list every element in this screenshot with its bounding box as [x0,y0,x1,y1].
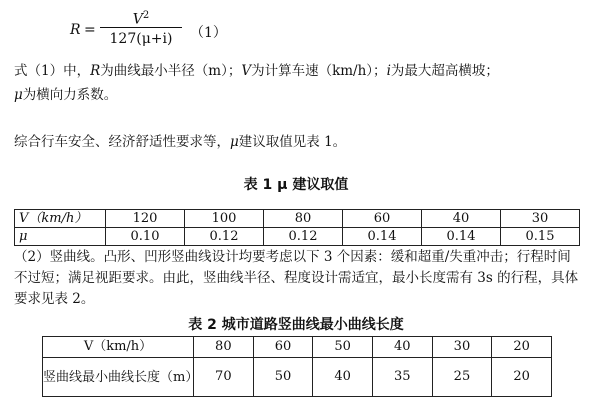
formula-equals: = [84,22,96,38]
table2-caption: 表 2 城市道路竖曲线最小曲线长度 [188,317,404,333]
table1-caption: 表 1 μ 建议取值 [243,177,349,193]
table-cell: 0.12 [264,228,343,246]
table-cell: 0.14 [343,228,422,246]
table-cell: 60 [343,210,422,228]
formula-lhs: R [70,22,81,38]
numerator-var: V [132,11,143,28]
table-cell: 20 [492,337,552,358]
table-cell: 70 [194,358,254,397]
numerator-exponent: 2 [142,10,150,21]
table-row [43,337,552,358]
var-mu: μ [14,87,23,103]
text: 为计算车速（km/h）； [251,63,387,79]
table-cell: 100 [185,210,264,228]
table-cell: 30 [501,210,580,228]
table-cell: 80 [194,337,254,358]
table-cell: 0.15 [501,228,580,246]
paragraph-vertical-curve: （2）竖曲线。凸形、凹形竖曲线设计均要考虑以下 3 个因素：缓和超重/失重冲击；行程时间不过短；满足视距要求。由此，竖曲线半径、程度设计需适宜，最小长度需有 3s 的行程，具体要求见表 2。 [14,249,579,307]
formula-numerator [100,6,182,26]
text: 式（1）中， [14,63,91,79]
row-header-length: 竖曲线最小曲线长度（m） [43,358,194,397]
table-cell: 0.10 [106,228,185,246]
table-row [15,228,580,246]
table-cell: 80 [264,210,343,228]
table-cell: 50 [253,358,313,397]
table-row [15,210,580,228]
formula-number: （1） [190,25,227,41]
formula-denominator: 127(μ+i) [109,31,173,47]
text: 建议取值见表 1。 [238,134,347,150]
formula-fraction [100,6,182,49]
paragraph-mu-intro [14,130,584,154]
table-cell: 40 [313,358,373,397]
table-cell: 40 [422,210,501,228]
table-cell: 0.14 [422,228,501,246]
table-mu-values [14,209,580,246]
var-r: R [90,63,101,79]
var-v: V [241,63,252,79]
table-cell: 50 [313,337,373,358]
paragraph-variable-definitions [14,59,584,107]
table-cell: 25 [432,358,492,397]
text: 为最大超高横坡； [390,63,499,79]
table-cell: 40 [372,337,432,358]
text: 综合行车安全、经济舒适性要求等， [14,134,230,150]
row-header-mu: μ [15,228,106,246]
table-cell: 35 [372,358,432,397]
table-row [43,358,552,397]
table-cell: 120 [106,210,185,228]
var-mu: μ [230,134,239,150]
row-header-speed: V（km/h） [15,210,106,228]
table-cell: 30 [432,337,492,358]
text: 为曲线最小半径（m）； [100,63,242,79]
table-cell: 60 [253,337,313,358]
table-cell: 20 [492,358,552,397]
var-i: i [386,63,391,79]
table-cell: 0.12 [185,228,264,246]
text: 为横向力系数。 [22,87,118,103]
row-header-speed: V（km/h） [43,337,194,358]
table-min-curve-length [42,336,552,397]
